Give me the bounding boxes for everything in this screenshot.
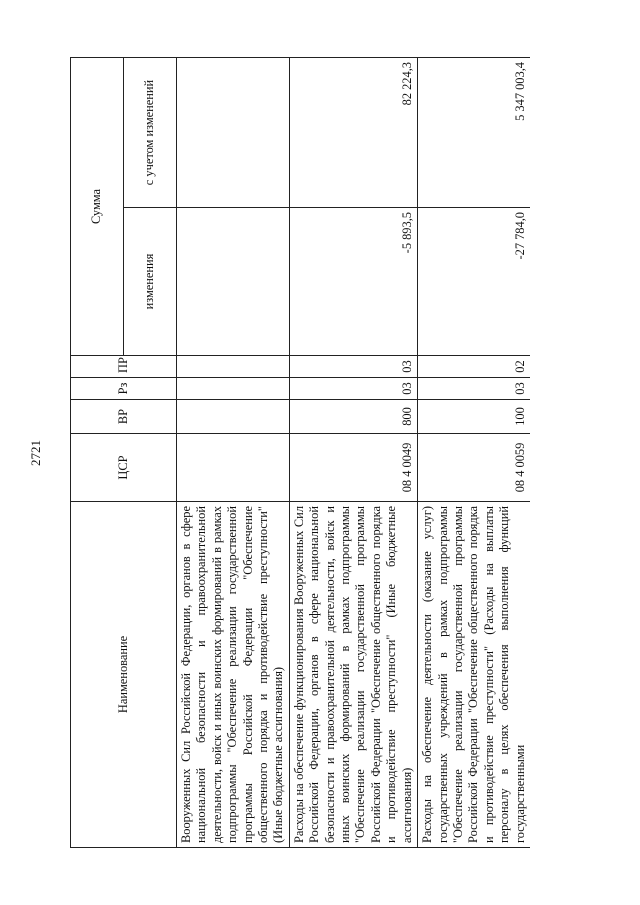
row-rz: 03	[418, 378, 530, 400]
row-pr: 03	[289, 356, 417, 378]
row-pr	[177, 356, 290, 378]
rotated-page-content	[70, 58, 595, 848]
row-change	[177, 208, 290, 356]
header-rz: Рз	[71, 378, 177, 400]
row-vr	[177, 400, 290, 434]
row-change: -5 893,5	[289, 208, 417, 356]
page-number: 2721	[28, 440, 43, 466]
header-vr: ВР	[71, 400, 177, 434]
row-csr: 08 4 0049	[289, 434, 417, 502]
row-vr: 100	[418, 400, 530, 434]
header-csr: ЦСР	[71, 434, 177, 502]
header-name: Наименование	[71, 502, 177, 848]
row-pr: 02	[418, 356, 530, 378]
row-csr: 08 4 0059	[418, 434, 530, 502]
header-pr: ПР	[71, 356, 177, 378]
row-name: Расходы на обеспечение функционирования Вооруженных Сил Российской Федерации, органов в сфере национальной безопасности и правоохранительной деятельности, войск и иных воинских формирований в рамках подпрограммы "Обеспечение реализации государственной программы Российской Федерации "Обеспечение общественного порядка и противодействие преступности" (Иные бюджетные ассигнования)	[289, 502, 417, 848]
header-change: изменения	[124, 208, 177, 356]
row-with-change: 82 224,3	[289, 58, 417, 208]
table-row	[177, 58, 290, 848]
row-with-change: 5 347 003,4	[418, 58, 530, 208]
header-with-change: с учетом изменений	[124, 58, 177, 208]
row-vr: 800	[289, 400, 417, 434]
row-with-change	[177, 58, 290, 208]
row-name: Расходы на обеспечение деятельности (оказание услуг) государственных учреждений в рамках подпрограммы "Обеспечение реализации государственной программы Российской Федерации "Обеспечение общественного порядка и противодействие преступности" (Расходы на выплаты персоналу в целях обеспечения выполнения функций государственными	[418, 502, 530, 848]
table-row	[289, 58, 417, 848]
row-name: Вооруженных Сил Российской Федерации, органов в сфере национальной безопасности и правоохранительной деятельности, войск и иных воинских формирований в рамках подпрограммы "Обеспечение реализации государственной программы Российской Федерации "Обеспечение общественного порядка и противодействие преступности" (Иные бюджетные ассигнования)	[177, 502, 290, 848]
row-change: -27 784,0	[418, 208, 530, 356]
budget-table	[70, 57, 530, 848]
header-sum: Сумма	[71, 58, 124, 356]
row-rz	[177, 378, 290, 400]
table-row	[418, 58, 530, 848]
row-rz: 03	[289, 378, 417, 400]
row-csr	[177, 434, 290, 502]
